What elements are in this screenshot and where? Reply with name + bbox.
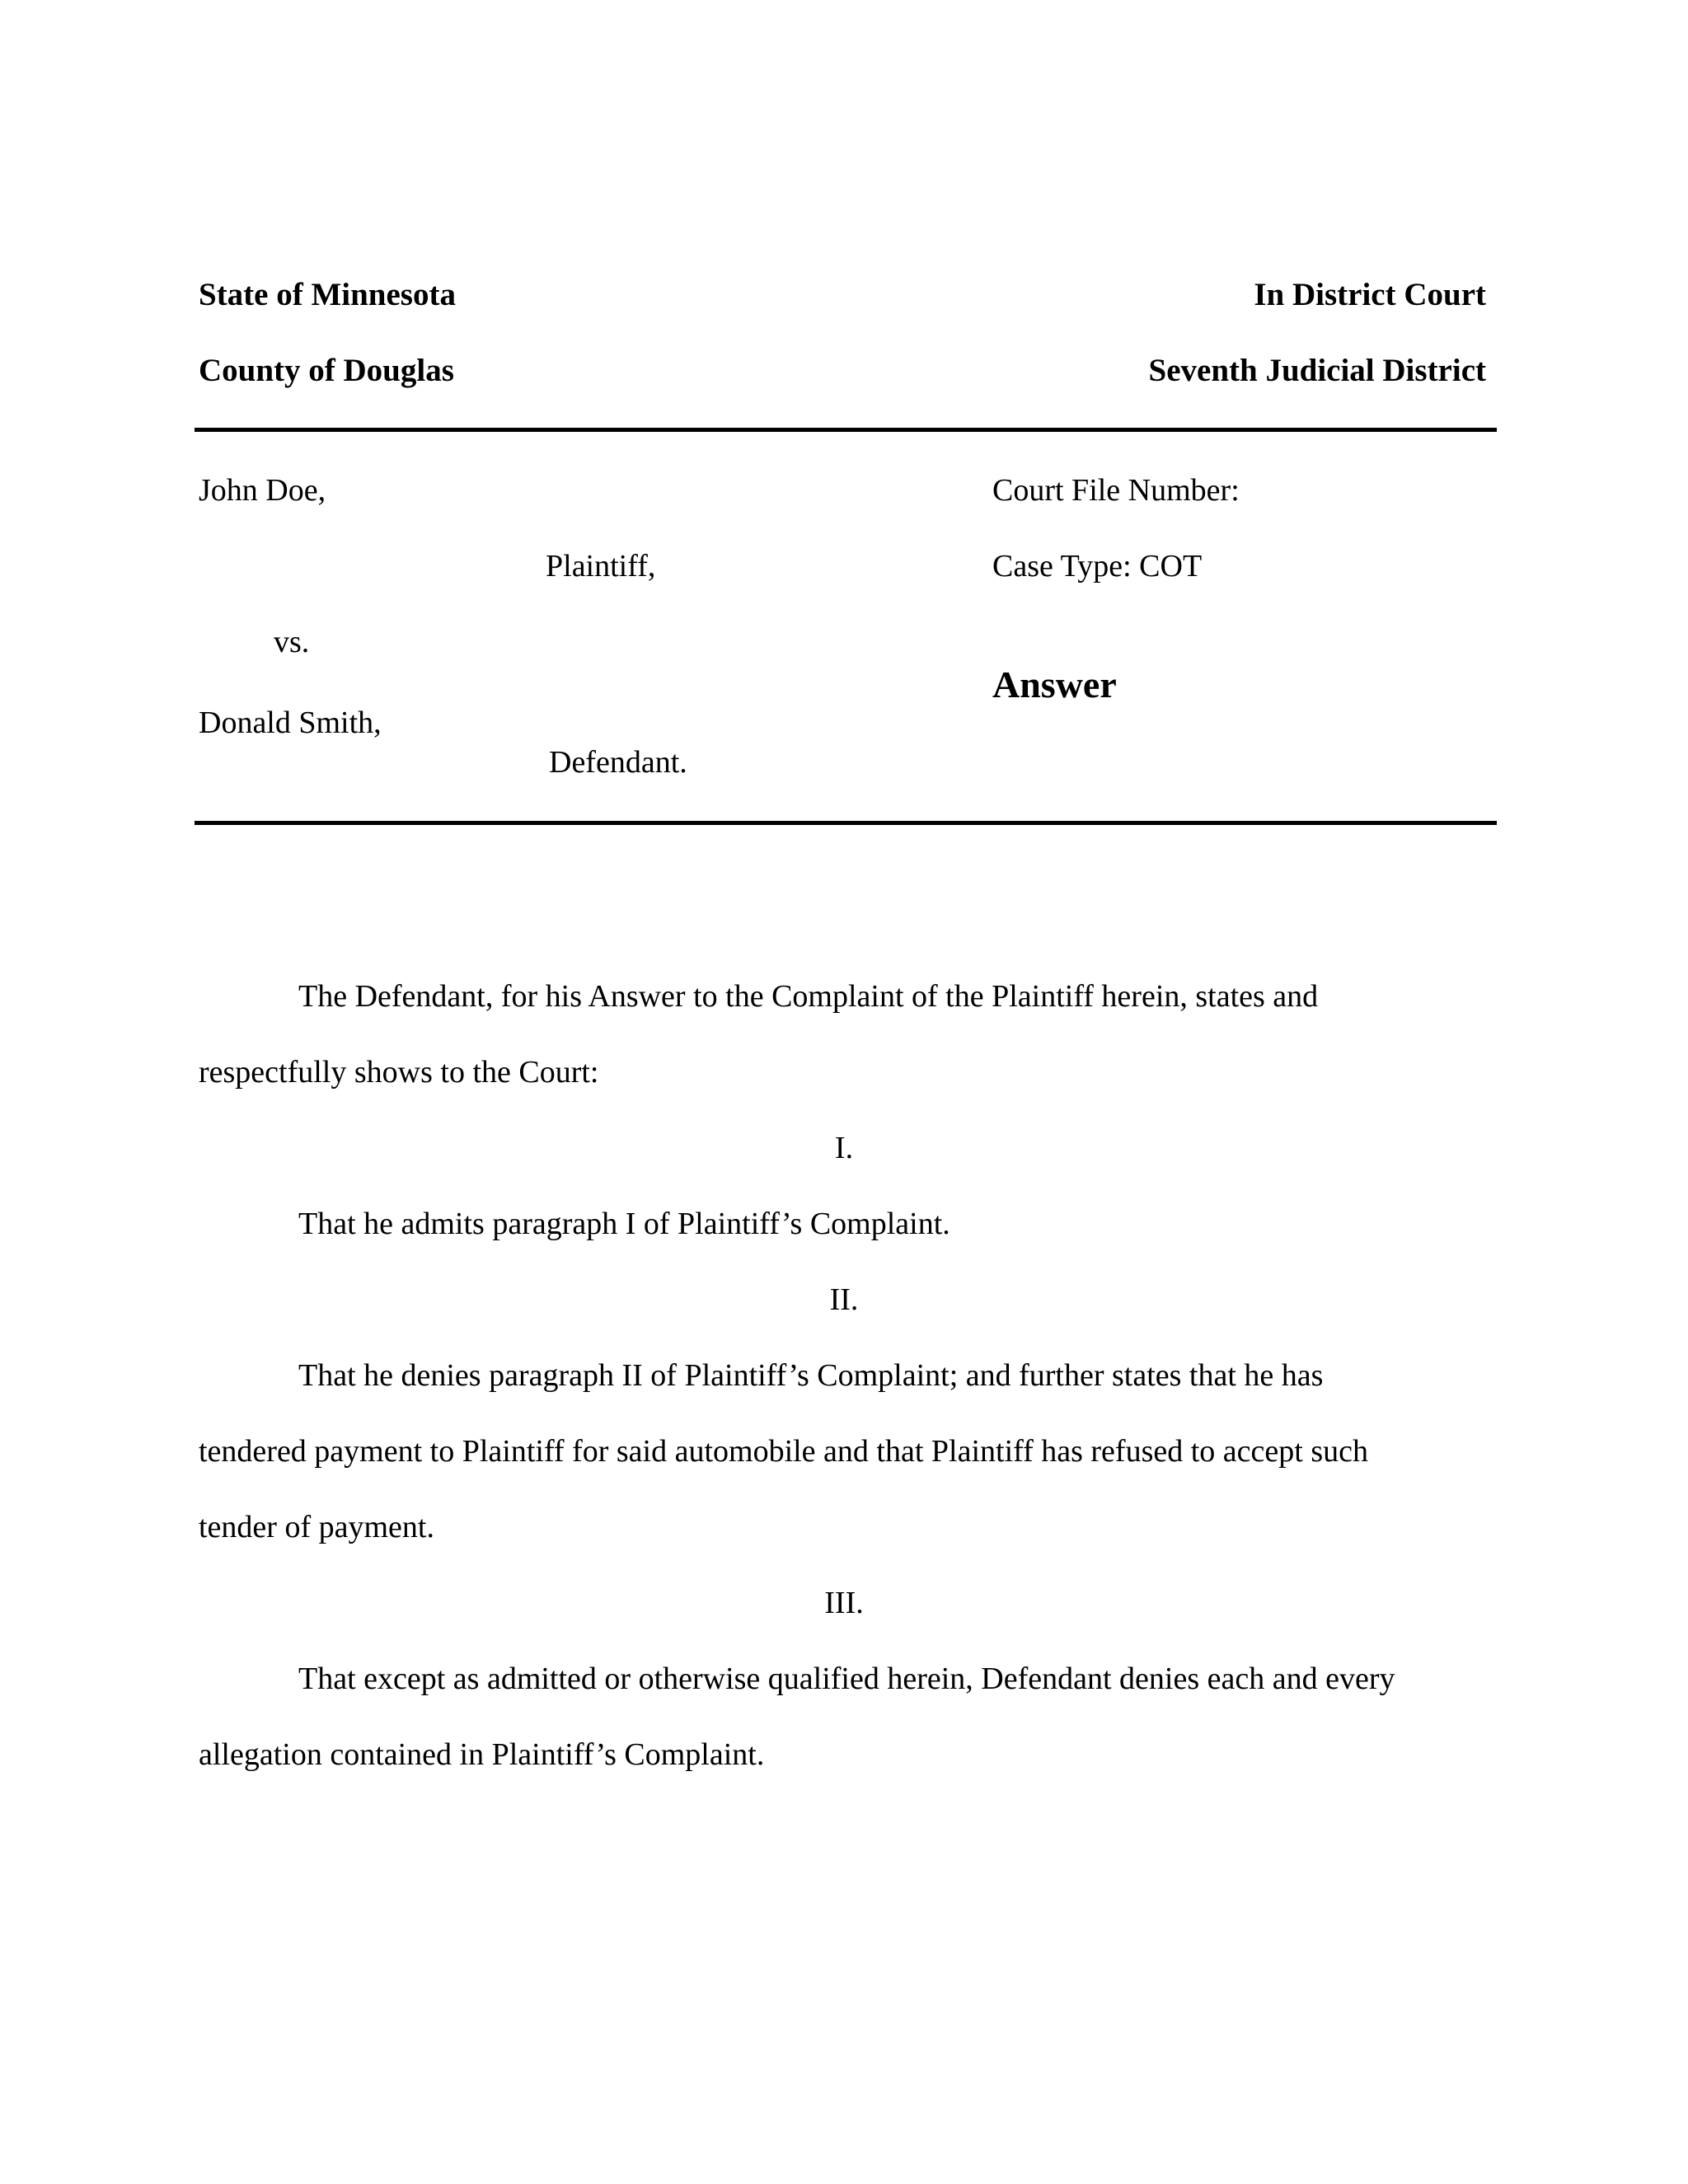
versus-text: vs. — [274, 625, 310, 659]
section-line: tendered payment to Plaintiff for said automobile and that Plaintiff has refused to accept such — [199, 1434, 1368, 1469]
plaintiff-label: Plaintiff, — [546, 549, 656, 583]
caption-top-rule — [195, 428, 1497, 432]
section-numeral: II. — [829, 1282, 859, 1317]
district-heading: Seventh Judicial District — [1148, 353, 1486, 388]
section-line: That except as admitted or otherwise qualified herein, Defendant denies each and every — [298, 1661, 1395, 1696]
defendant-name: Donald Smith, — [199, 705, 382, 740]
section-line: allegation contained in Plaintiff’s Complaint. — [199, 1737, 765, 1772]
document-title: Answer — [992, 663, 1117, 705]
section-line: tender of payment. — [199, 1510, 434, 1544]
section-numeral: I. — [834, 1131, 854, 1165]
plaintiff-name: John Doe, — [199, 473, 326, 508]
caption-bottom-rule — [195, 821, 1497, 825]
intro-line-2: respectfully shows to the Court: — [199, 1055, 599, 1090]
section-line: That he denies paragraph II of Plaintiff’s Complaint; and further states that he has — [298, 1358, 1324, 1393]
court-heading: In District Court — [1254, 277, 1486, 312]
intro-line-1: The Defendant, for his Answer to the Complaint of the Plaintiff herein, states and — [298, 979, 1319, 1014]
state-heading: State of Minnesota — [199, 277, 456, 312]
section-line: That he admits paragraph I of Plaintiff’s Complaint. — [298, 1207, 950, 1241]
court-file-number: Court File Number: — [992, 473, 1240, 508]
county-heading: County of Douglas — [199, 353, 454, 388]
defendant-label: Defendant. — [549, 745, 687, 780]
case-type: Case Type: COT — [992, 549, 1203, 583]
section-numeral: III. — [824, 1586, 864, 1620]
